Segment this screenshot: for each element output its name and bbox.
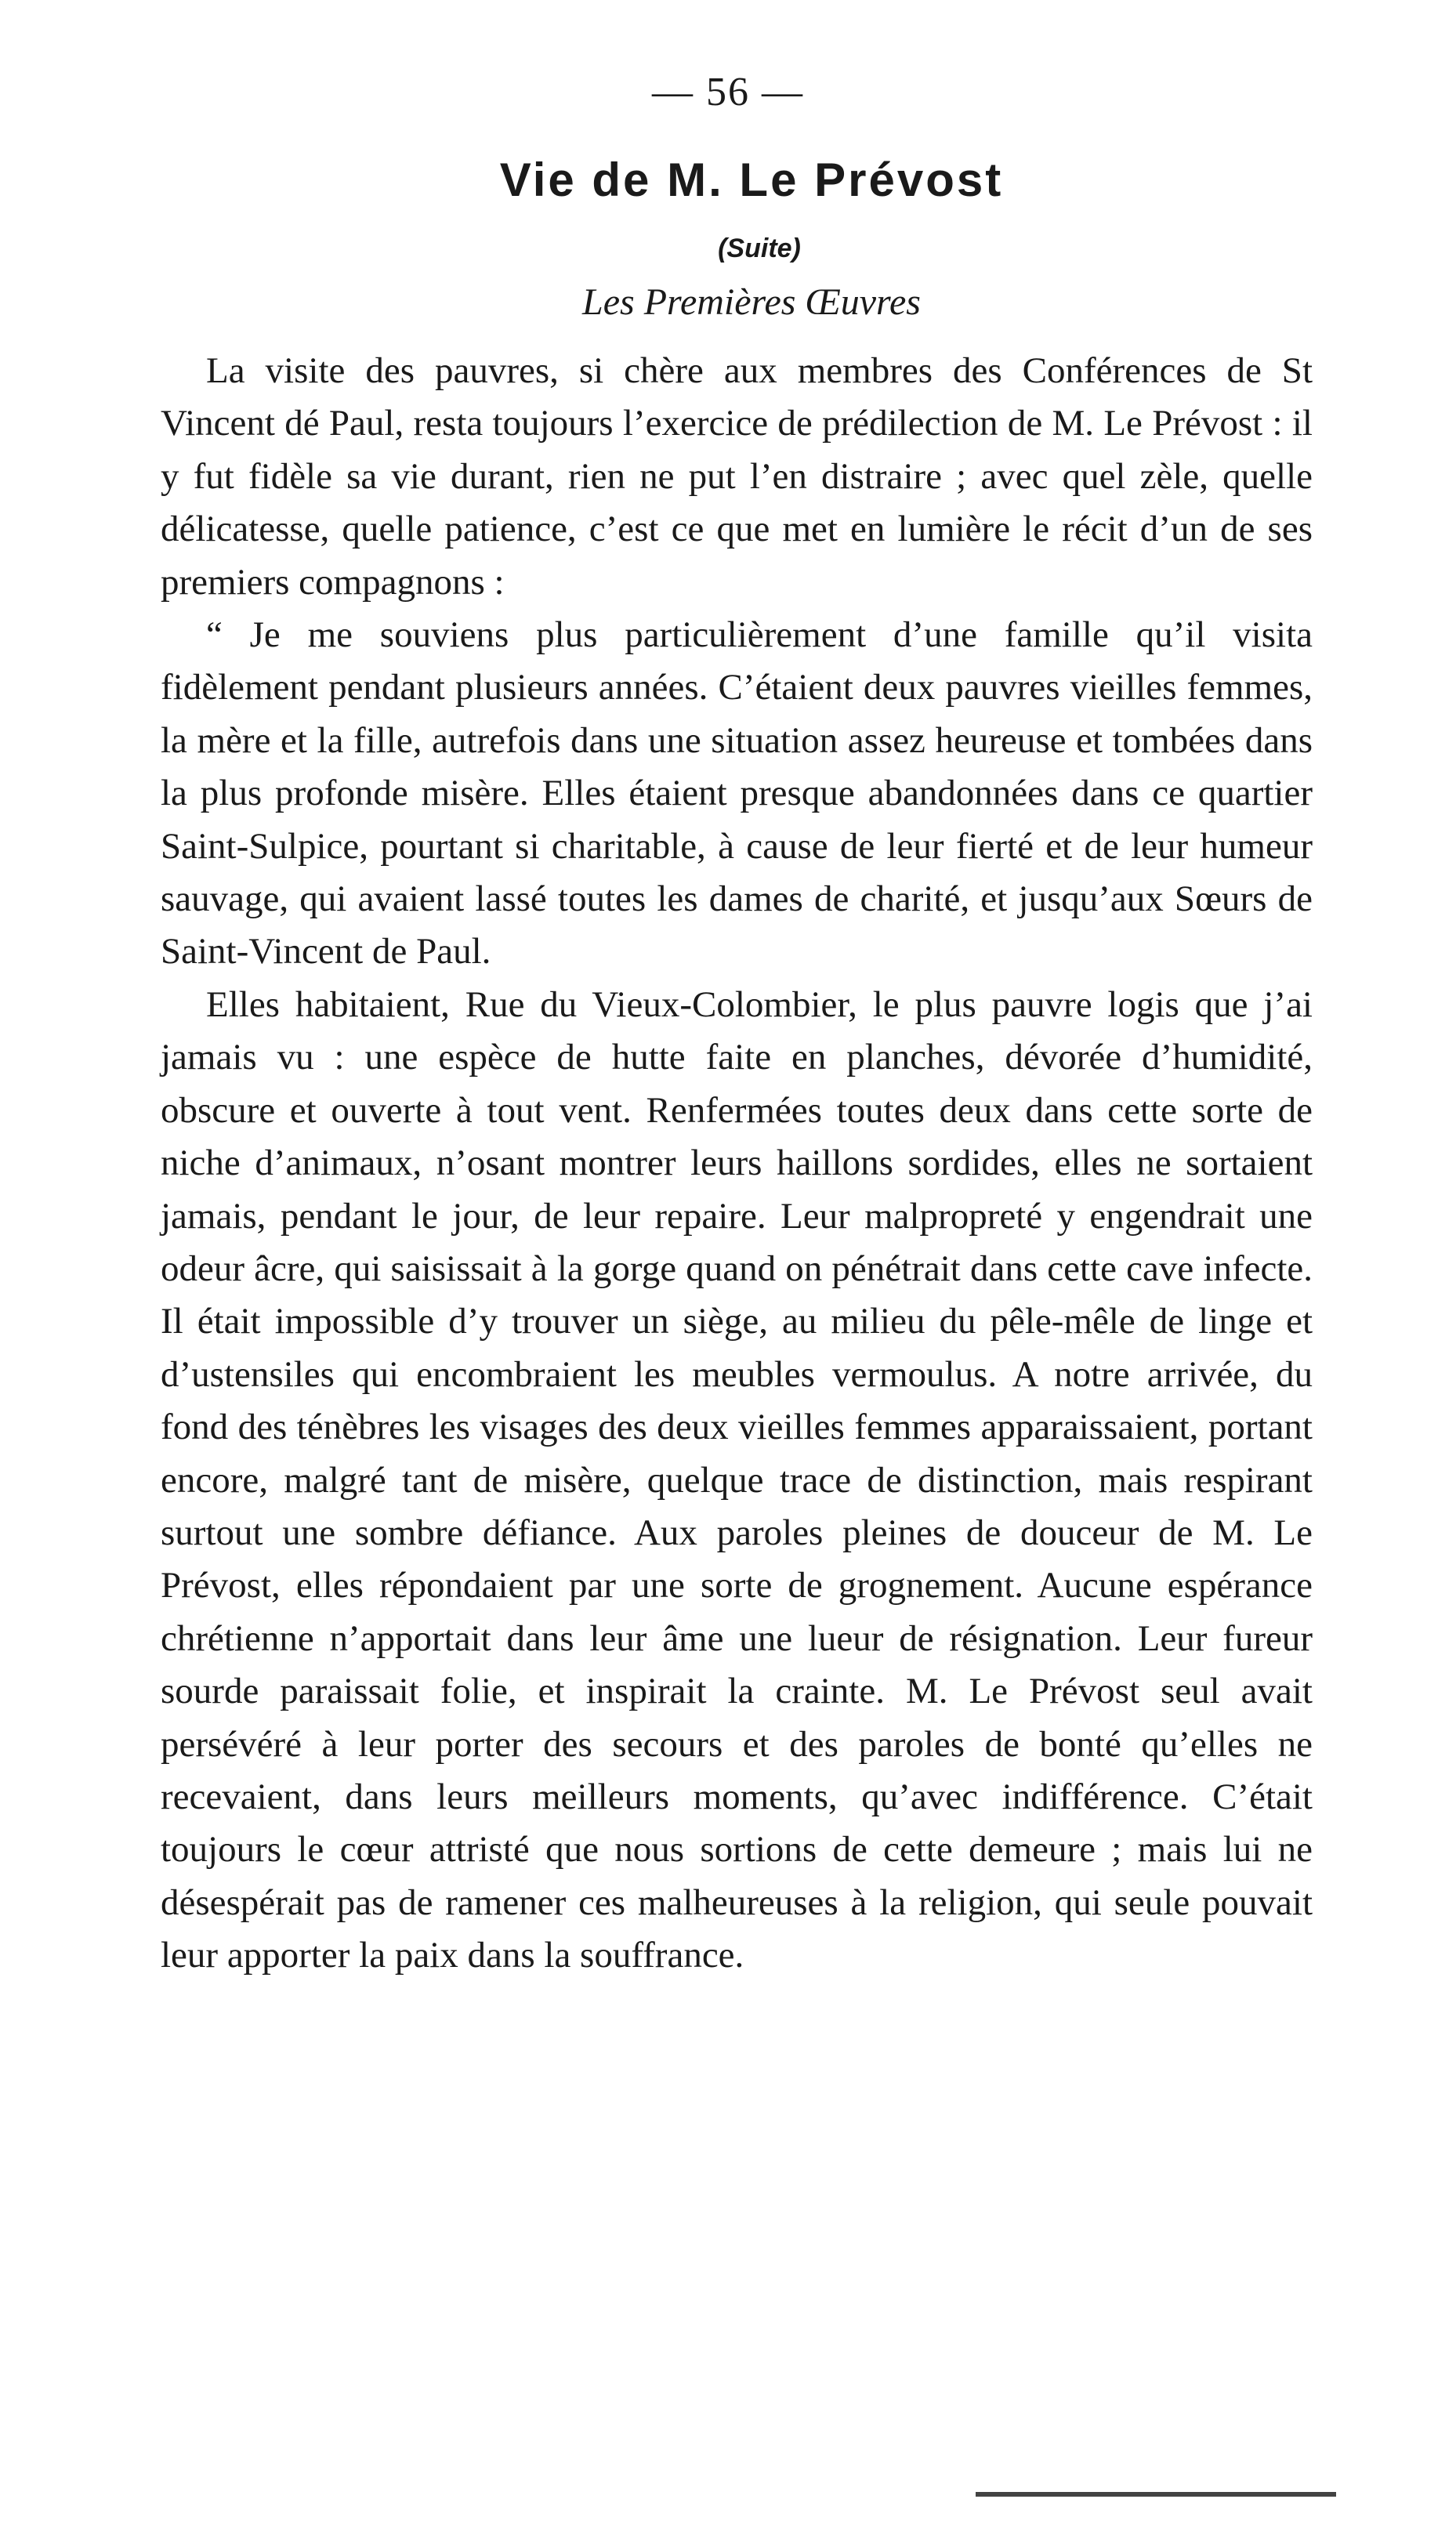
- paragraph-1: La visite des pauvres, si chère aux membres des Conférences de St Vincent dé Paul, resta toujours l’exercice de prédilection de M. Le Prévost : il y fut fidèle sa vie durant, rien ne put l’en distraire ; avec quel zèle, quelle délicatesse, quelle patience, c’est ce que met en lumière le récit d’un de ses premiers compagnons :: [161, 350, 1313, 603]
- page-title: Vie de M. Le Prévost: [499, 154, 1004, 206]
- paragraph-2: “ Je me souviens plus particulièrement d’une famille qu’il visita fidèlement pendant plusieurs années. C’étaient deux pauvres vieilles femmes, la mère et la fille, autrefois dans une situation assez heureuse et tombées dans la plus profonde misère. Elles étaient presque abandonnées dans ce quartier Saint-Sulpice, pourtant si charitable, à cause de leur fierté et de leur humeur sauvage, qui avaient lassé toutes les dames de charité, et jusqu’aux Sœurs de Saint-Vincent de Paul.: [161, 614, 1313, 972]
- section-heading: Les Premières Œuvres: [582, 281, 921, 323]
- bottom-rule: [976, 2492, 1336, 2497]
- subtitle: (Suite): [718, 234, 801, 263]
- paragraph-3: Elles habitaient, Rue du Vieux-Colombier, le plus pauvre logis que j’ai jamais vu : une espèce de hutte faite en planches, dévorée d’humidité, obscure et ouverte à tout vent. Renfermées toutes deux dans cette sorte de niche d’animaux, n’osant montrer leurs haillons sordides, elles ne sortaient jamais, pendant le jour, de leur repaire. Leur malpropreté y engendrait une odeur âcre, qui saisissait à la gorge quand on pénétrait dans cette cave infecte. Il était impossible d’y trouver un siège, au milieu du pêle-mêle de linge et d’ustensiles qui encombraient les meubles vermoulus. A notre arrivée, du fond des ténèbres les visages des deux vieilles femmes apparaissaient, portant encore, malgré tant de misère, quelque trace de distinction, mais respirant surtout une sombre défiance. Aux paroles pleines de douceur de M. Le Prévost, elles répondaient par une sorte de grognement. Aucune espérance chrétienne n’apportait dans leur âme une lueur de résignation. Leur fureur sourde paraissait folie, et inspirait la crainte. M. Le Prévost seul avait persévéré à leur porter des secours et des paroles de bonté qu’elles ne recevaient, dans leurs meilleurs moments, qu’avec indifférence. C’était toujours le cœur attristé que nous sortions de cette demeure ; mais lui ne désespérait pas de ramener ces malheureuses à la religion, qui seule pouvait leur apporter la paix dans la souffrance.: [161, 983, 1313, 1976]
- page-number: — 56 —: [652, 70, 804, 114]
- body-text: [161, 345, 1313, 1983]
